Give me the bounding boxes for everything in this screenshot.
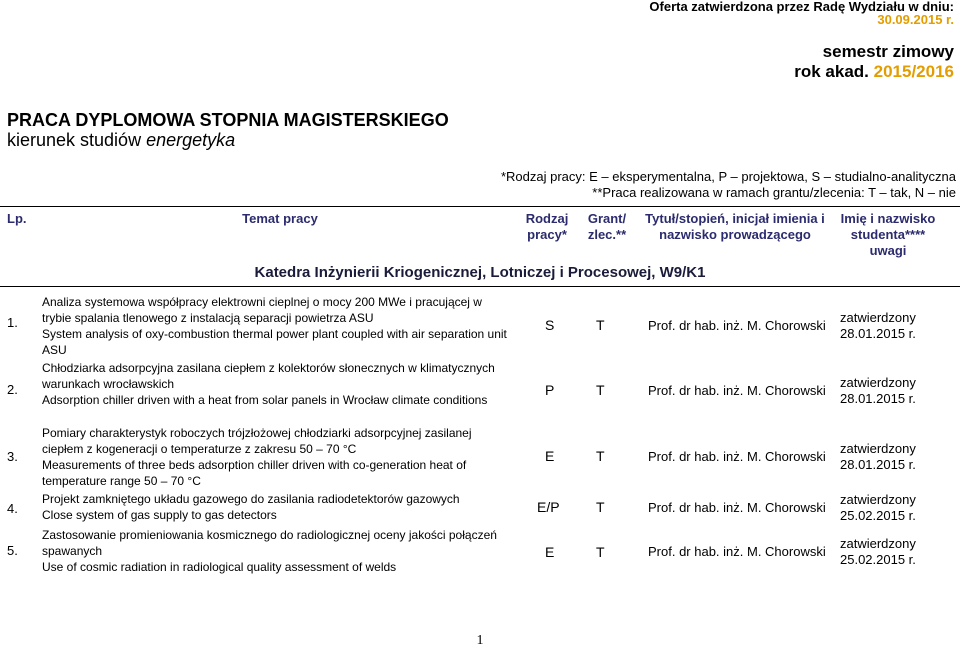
grant-flag: T bbox=[596, 544, 605, 560]
supervisor: Prof. dr hab. inż. M. Chorowski bbox=[648, 544, 826, 559]
topic-english: Measurements of three beds adsorption chiller driven with co-generation heat of temperature range 50 – 70 °C bbox=[42, 458, 467, 488]
topic-cell bbox=[42, 360, 512, 408]
status-cell bbox=[840, 375, 916, 407]
page-number: 1 bbox=[476, 633, 484, 648]
status-cell bbox=[840, 536, 916, 568]
work-type: P bbox=[545, 382, 555, 398]
grant-flag: T bbox=[596, 382, 605, 398]
col-lp: Lp. bbox=[7, 211, 27, 226]
topic-polish: Pomiary charakterystyk roboczych trójzłożowej chłodziarki adsorpcyjnej zasilanej ciepłem z kogeneracji o temperaturze z zakresu 50 – 70 °C bbox=[42, 426, 472, 456]
field-name: energetyka bbox=[146, 130, 236, 150]
legend-grant: **Praca realizowana w ramach grantu/zlecenia: T – tak, N – nie bbox=[592, 185, 956, 200]
topic-english: Close system of gas supply to gas detectors bbox=[42, 508, 277, 522]
col-type bbox=[512, 211, 582, 243]
topic-english: System analysis of oxy-combustion thermal power plant coupled with air separation unit ASU bbox=[42, 327, 507, 357]
col-grant-line1: Grant/ bbox=[587, 211, 627, 226]
work-type: E/P bbox=[537, 499, 560, 515]
table-top-rule bbox=[0, 206, 960, 207]
supervisor: Prof. dr hab. inż. M. Chorowski bbox=[648, 449, 826, 464]
status-text: zatwierdzony bbox=[840, 536, 916, 551]
status-date: 28.01.2015 r. bbox=[840, 457, 916, 472]
semester-block bbox=[794, 42, 954, 82]
status-date: 28.01.2015 r. bbox=[840, 391, 916, 406]
col-supervisor-line2: nazwisko prowadzącego bbox=[659, 227, 811, 242]
col-supervisor-line1: Tytuł/stopień, inicjał imienia i bbox=[645, 211, 825, 226]
topic-cell bbox=[42, 491, 512, 523]
topic-cell bbox=[42, 425, 512, 489]
legend-type: *Rodzaj pracy: E – eksperymentalna, P – projektowa, S – studialno-analityczna bbox=[500, 169, 956, 184]
status-text: zatwierdzony bbox=[840, 441, 916, 456]
work-type: S bbox=[545, 317, 555, 333]
col-grant-line2: zlec.** bbox=[587, 227, 627, 242]
col-student-line1: Imię i nazwisko bbox=[840, 211, 936, 226]
status-cell bbox=[840, 441, 916, 473]
approval-date: 30.09.2015 r. bbox=[877, 12, 954, 27]
row-number: 1. bbox=[7, 315, 18, 330]
col-supervisor bbox=[642, 211, 828, 243]
page-title: PRACA DYPLOMOWA STOPNIA MAGISTERSKIEGO bbox=[7, 110, 449, 130]
grant-flag: T bbox=[596, 499, 605, 515]
department-rule bbox=[0, 286, 960, 287]
topic-english: Adsorption chiller driven with a heat from solar panels in Wrocław climate conditions bbox=[42, 393, 488, 407]
supervisor: Prof. dr hab. inż. M. Chorowski bbox=[648, 383, 826, 398]
col-topic: Temat pracy bbox=[242, 211, 318, 226]
col-student-line2: studenta**** bbox=[850, 227, 926, 242]
work-type: E bbox=[545, 448, 555, 464]
supervisor: Prof. dr hab. inż. M. Chorowski bbox=[648, 500, 826, 515]
row-number: 2. bbox=[7, 382, 18, 397]
status-text: zatwierdzony bbox=[840, 492, 916, 507]
status-cell bbox=[840, 492, 916, 524]
department-heading: Katedra Inżynierii Kriogenicznej, Lotniczej i Procesowej, W9/K1 bbox=[254, 264, 706, 281]
status-text: zatwierdzony bbox=[840, 310, 916, 325]
row-number: 4. bbox=[7, 501, 18, 516]
topic-english: Use of cosmic radiation in radiological quality assessment of welds bbox=[42, 560, 397, 574]
topic-polish: Analiza systemowa współpracy elektrowni cieplnej o mocy 200 MWe i pracującej w trybie spalania tlenowego z instalacją separacji powietrza ASU bbox=[42, 295, 482, 325]
grant-flag: T bbox=[596, 448, 605, 464]
topic-cell bbox=[42, 294, 512, 358]
topic-polish: Chłodziarka adsorpcyjna zasilana ciepłem z kolektorów słonecznych w klimatycznych warunkach wrocławskich bbox=[42, 361, 495, 391]
col-student-line3: uwagi bbox=[869, 243, 907, 258]
status-text: zatwierdzony bbox=[840, 375, 916, 390]
col-type-line1: Rodzaj bbox=[525, 211, 569, 226]
academic-year: 2015/2016 bbox=[873, 62, 954, 81]
field-prefix: kierunek studiów bbox=[7, 130, 142, 150]
status-date: 25.02.2015 r. bbox=[840, 552, 916, 567]
status-date: 25.02.2015 r. bbox=[840, 508, 916, 523]
topic-cell bbox=[42, 527, 512, 575]
col-student bbox=[830, 211, 946, 259]
col-grant bbox=[577, 211, 637, 243]
field-of-study bbox=[7, 130, 235, 150]
approval-label: Oferta zatwierdzona przez Radę Wydziału w dniu: bbox=[649, 0, 954, 14]
row-number: 5. bbox=[7, 543, 18, 558]
status-date: 28.01.2015 r. bbox=[840, 326, 916, 341]
col-type-line2: pracy* bbox=[527, 227, 567, 242]
row-number: 3. bbox=[7, 449, 18, 464]
status-cell bbox=[840, 310, 916, 342]
year-prefix: rok akad. bbox=[794, 62, 869, 81]
semester-label: semestr zimowy bbox=[822, 42, 954, 61]
grant-flag: T bbox=[596, 317, 605, 333]
topic-polish: Zastosowanie promieniowania kosmicznego do radiologicznej oceny jakości połączeń spawanych bbox=[42, 528, 497, 558]
topic-polish: Projekt zamkniętego układu gazowego do zasilania radiodetektorów gazowych bbox=[42, 492, 460, 506]
approval-note bbox=[649, 0, 954, 26]
work-type: E bbox=[545, 544, 555, 560]
supervisor: Prof. dr hab. inż. M. Chorowski bbox=[648, 318, 826, 333]
